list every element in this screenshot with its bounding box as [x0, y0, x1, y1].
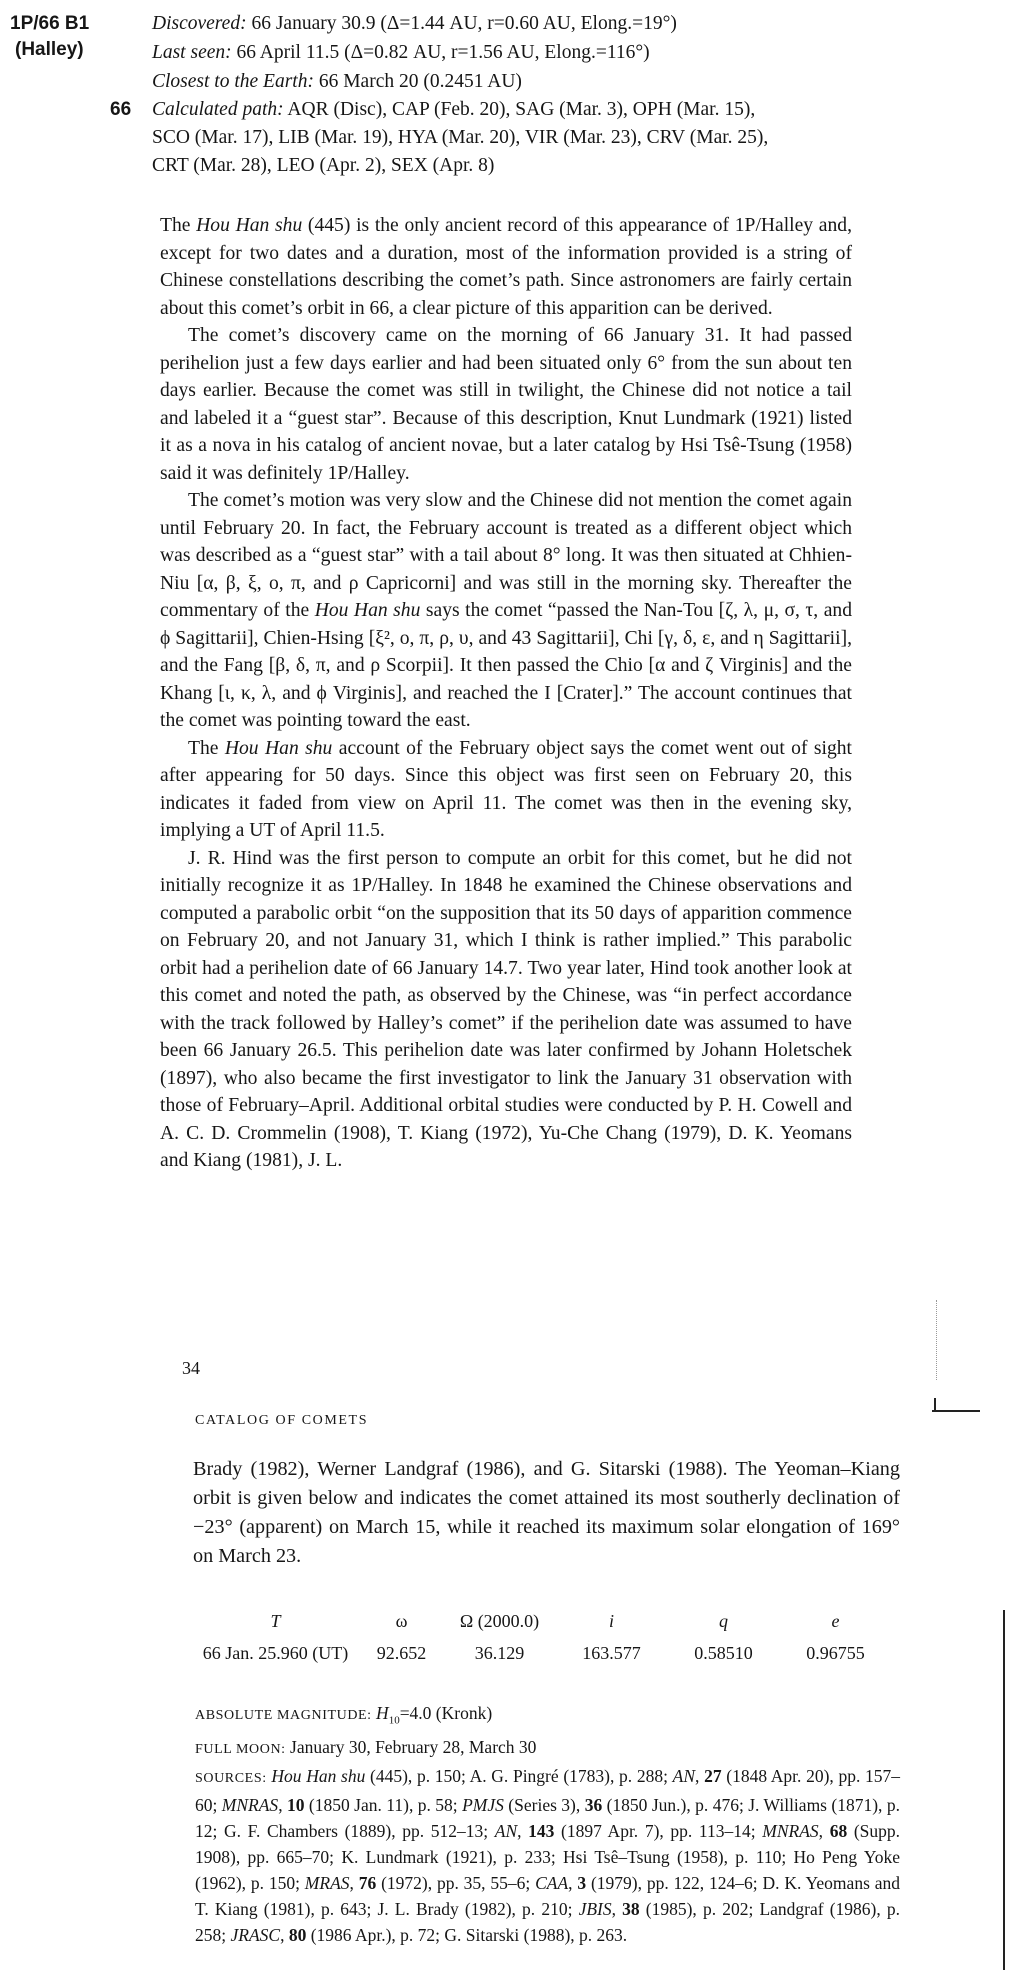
src: 36: [584, 1794, 603, 1815]
src: 3: [577, 1872, 587, 1893]
discovered-line: [152, 12, 677, 36]
paragraph-5: J. R. Hind was the first person to compute an orbit for this comet, but he did not initially recognize it as 1P/Halley. In 1848 he examined the Chinese observations and computed a parabolic orbit “on the supposition that its 50 days of apparition commence on February 20, and not January 31, which I think is rather implied.” This parabolic orbit had a perihelion date of 66 January 14.7. Two year later, Hind took another look at this comet and noted the path, as observed by the Chinese, was “in perfect accordance with the track followed by Halley’s comet” if the perihelion date was assumed to have been 66 January 26.5. This perihelion date was later confirmed by Johann Holetschek (1897), who also became the first investigator to link the January 31 observation with those of February–April. Additional orbital studies were conducted by P. H. Cowell and A. C. D. Crommelin (1908), T. Kiang (1972), Yu-Che Chang (1979), D. K. Yeomans and Kiang (1981), J. L.: [160, 847, 852, 1171]
text: says the comet “passed the Nan-Tou [ζ, λ, μ, σ, τ, and ϕ Sagittarii], Chien-Hsing [ξ², ο, π, ρ, υ, and 43 Sagittarii], Chi [γ, δ, ε, and η Sagittarii], and the Fang [β, δ, π, and ρ Scorpii]. It then passed the Chio [α and ζ Virginis] and the Khang [ι, κ, λ, and ϕ Virginis], and reached the I [Crater].” The account continues that the comet was pointing toward the east.: [160, 600, 852, 731]
cell-q: 0.58510: [694, 1642, 753, 1663]
text: The comet’s motion was very slow and the Chinese did not mention the comet again until February 20. In fact, the February account is treated as a different object which was described as a “guest star” with a tail about 8° long. It was then situated at Chhien-Niu [α, β, ξ, ο, π, and ρ Capricorni] and was still in the morning sky. Thereafter the commentary of the: [160, 490, 852, 621]
src: MRAS: [304, 1872, 350, 1893]
src: AN: [672, 1765, 695, 1786]
book-title: Hou Han shu: [314, 600, 421, 621]
src: (445), p. 150; A. G. Pingré (1783), p. 288;: [365, 1765, 673, 1786]
paragraph-continuation: Brady (1982), Werner Landgraf (1986), and G. Sitarski (1988). The Yeoman–Kiang orbit is given below and indicates the comet attained its most southerly declination of −23° (apparent) on March 15, while it reached its maximum solar elongation of 169° on March 23.: [193, 1458, 900, 1567]
path-line-2: [152, 126, 768, 150]
book-title: Hou Han shu: [196, 215, 303, 236]
comet-name-line: [15, 38, 84, 62]
comet-year: 66: [110, 99, 132, 120]
src: ,: [611, 1898, 623, 1919]
closest-line: [152, 70, 522, 94]
comet-name: (Halley): [15, 39, 84, 60]
abs-mag-symbol: H: [376, 1703, 389, 1723]
closest-label: Closest to the Earth:: [152, 71, 314, 92]
src: 38: [622, 1898, 640, 1919]
notes-block: [195, 1700, 900, 1948]
src: (1850 Jan. 11), p. 58;: [304, 1794, 463, 1815]
paragraph-3: [160, 487, 852, 735]
src: ,: [349, 1872, 359, 1893]
path-line-1: [152, 98, 755, 122]
src: 80: [288, 1924, 307, 1945]
src: MNRAS: [221, 1794, 279, 1815]
src: (1979), pp. 122, 124–6; D. K. Yeomans and T. Kiang (1981), p. 643; J. L. Brady (1982), p. 210;: [195, 1872, 900, 1919]
header-node: Ω (2000.0): [459, 1610, 540, 1631]
src: PMJS: [462, 1794, 504, 1815]
src: ,: [278, 1794, 287, 1815]
src: 76: [358, 1872, 377, 1893]
paragraph-4: [160, 735, 852, 845]
header-T: T: [270, 1610, 281, 1631]
src: 143: [528, 1820, 555, 1841]
discovered-value: 66 January 30.9 (Δ=1.44 AU, r=0.60 AU, Elong.=19°): [251, 13, 677, 34]
src: (1985), p. 202; Landgraf (1986), p. 258;: [195, 1898, 901, 1945]
src: MNRAS: [762, 1820, 819, 1841]
src: (1972), pp. 35, 55–6;: [376, 1872, 536, 1893]
cell-node: 36.129: [474, 1642, 525, 1663]
table-header-row: [195, 1610, 895, 1640]
full-moon-value: January 30, February 28, March 30: [290, 1736, 537, 1757]
src: (Series 3),: [503, 1794, 585, 1815]
src: 68: [829, 1820, 848, 1841]
discovered-label: Discovered:: [152, 13, 247, 34]
src: (1897 Apr. 7), pp. 113–14;: [554, 1820, 763, 1841]
orbit-elements-table: [195, 1610, 895, 1666]
cell-i: 163.577: [582, 1642, 641, 1663]
closest-value: 66 March 20 (0.2451 AU): [318, 71, 522, 92]
cell-T: 66 Jan. 25.960 (UT): [202, 1642, 349, 1663]
page-edge-line: [1003, 1610, 1005, 1970]
src: JRASC: [230, 1924, 281, 1945]
src: (1986 Apr.), p. 72; G. Sitarski (1988), p. 263.: [306, 1924, 628, 1945]
last-seen-value: 66 April 11.5 (Δ=0.82 AU, r=1.56 AU, Elong.=116°): [236, 42, 650, 63]
src: ,: [568, 1872, 578, 1893]
header-q: q: [719, 1610, 728, 1631]
text: account of the February object says the comet went out of sight after appearing for 50 days. Since this object was first seen on February 20, this indicates it faded from view on April 11. The comet was then in the evening sky, implying a UT of April 11.5.: [160, 737, 852, 841]
src: ,: [695, 1765, 705, 1786]
page-edge-dots: [936, 1300, 938, 1380]
book-title: Hou Han shu: [224, 737, 333, 759]
path-label: Calculated path:: [152, 99, 284, 120]
src: 10: [286, 1794, 305, 1815]
path-value-3: CRT (Mar. 28), LEO (Apr. 2), SEX (Apr. 8): [152, 155, 495, 176]
header-omega: ω: [395, 1610, 408, 1631]
text: The: [188, 737, 225, 759]
table-row: [195, 1640, 895, 1666]
src: JBIS: [578, 1898, 612, 1919]
comet-designation: [10, 12, 89, 36]
src: Hou Han shu: [271, 1765, 366, 1786]
src: (1850 Jun.), p. 476; J. Williams (1871), p. 12; G. F. Chambers (1889), pp. 512–13;: [195, 1794, 900, 1841]
paragraph-2: The comet’s discovery came on the morning of 66 January 31. It had passed perihelion just a few days earlier and had been situated only 6° from the sun about ten days earlier. Because the comet was still in twilight, the Chinese did not notice a tail and labeled it a “guest star”. Because of this description, Knut Lundmark (1921) listed it as a nova in his catalog of ancient novae, but a later catalog by Hsi Tsê-Tsung (1958) said it was definitely 1P/Halley.: [160, 325, 852, 484]
abs-mag-subscript: 10: [388, 1714, 400, 1727]
page-number: 34: [182, 1358, 200, 1378]
path-line-3: [152, 154, 494, 178]
full-moon-line: [195, 1734, 900, 1763]
src: (1848 Apr. 20), pp. 157–60;: [195, 1765, 900, 1815]
running-head: CATALOG OF COMETS: [195, 1413, 369, 1428]
src: 27: [704, 1765, 722, 1786]
page-edge-mark: [932, 1410, 980, 1412]
header-i: i: [608, 1610, 614, 1631]
last-seen-line: [152, 41, 650, 65]
body-text: [160, 212, 852, 1175]
sources-label: SOURCES:: [195, 1770, 267, 1786]
abs-mag-value: =4.0 (Kronk): [399, 1703, 493, 1723]
text: (445) is the only ancient record of this appearance of 1P/Halley and, except for two dates and a duration, most of the information provided is a string of Chinese constellations describing the comet’s path. Since astronomers are fairly certain about this comet’s orbit in 66, a clear picture of this apparition can be derived.: [160, 215, 852, 319]
full-moon-label: FULL MOON:: [195, 1741, 286, 1757]
src: ,: [280, 1924, 289, 1945]
page-edge-mark-tick: [934, 1398, 936, 1410]
path-value-1: AQR (Disc), CAP (Feb. 20), SAG (Mar. 3), OPH (Mar. 15),: [287, 99, 756, 120]
continuation-text: [193, 1455, 900, 1571]
last-seen-label: Last seen:: [152, 42, 232, 63]
abs-mag-label: ABSOLUTE MAGNITUDE:: [195, 1708, 372, 1723]
src: ,: [818, 1820, 830, 1841]
absolute-magnitude-line: [195, 1700, 900, 1734]
text: The: [160, 215, 197, 236]
comet-year-line: [110, 98, 131, 122]
src: AN: [494, 1820, 518, 1841]
path-value-2: SCO (Mar. 17), LIB (Mar. 19), HYA (Mar. 20), VIR (Mar. 23), CRV (Mar. 25),: [152, 127, 769, 148]
src: ,: [517, 1820, 529, 1841]
comet-id: 1P/66 B1: [10, 13, 90, 34]
paragraph-1: [160, 212, 852, 322]
sources-line: [195, 1763, 900, 1948]
cell-omega: 92.652: [376, 1642, 427, 1663]
src: (Supp. 1908), pp. 665–70; K. Lundmark (1921), p. 233; Hsi Tsê–Tsung (1958), p. 110; Ho Peng Yoke (1962), p. 150;: [195, 1820, 901, 1893]
cell-e: 0.96755: [806, 1642, 865, 1663]
header-e: e: [831, 1610, 840, 1631]
src: CAA: [535, 1872, 569, 1893]
